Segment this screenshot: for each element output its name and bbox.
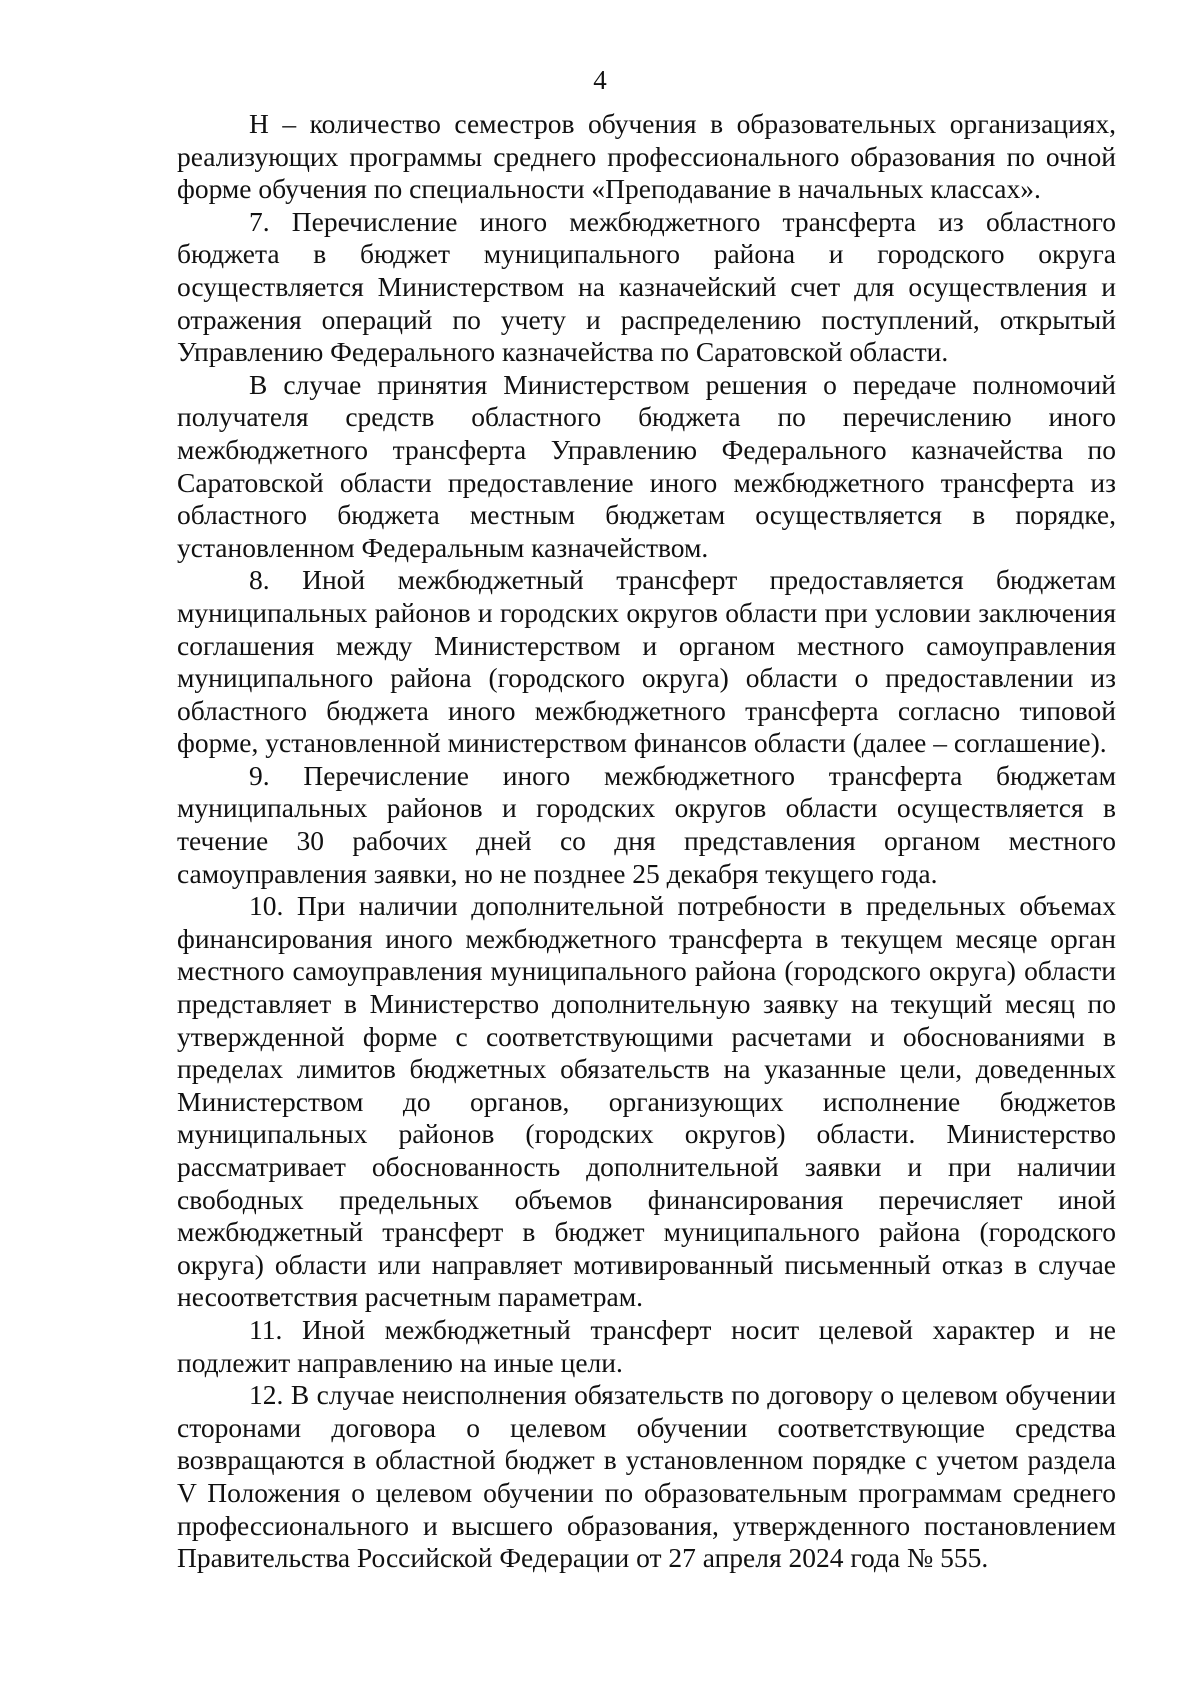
paragraph-n-definition: Н – количество семестров обучения в образовательных организациях, реализующих программы среднего профессионального образования по очной форме обучения по специальности «Преподавание в начальных классах». — [177, 108, 1116, 205]
paragraph-9: 9. Перечисление иного межбюджетного трансферта бюджетам муниципальных районов и городских округов области осуществляется в течение 30 рабочих дней со дня представления органом местного самоуправления заявки, но не позднее 25 декабря текущего года. — [177, 759, 1116, 889]
paragraph-8: 8. Иной межбюджетный трансферт предоставляется бюджетам муниципальных районов и городских округов области при условии заключения соглашения между Министерством и органом местного самоуправления муниципального района (городского округа) области о предоставлении из областного бюджета иного межбюджетного трансферта согласно типовой форме, установленной министерством финансов области (далее – соглашение). — [177, 564, 1116, 759]
paragraph-7: 7. Перечисление иного межбюджетного трансферта из областного бюджета в бюджет муниципального района и городского округа осуществляется Министерством на казначейский счет для осуществления и отражения операций по учету и распределению поступлений, открытый Управлению Федерального казначейства по Саратовской области. — [177, 205, 1116, 368]
paragraph-11: 11. Иной межбюджетный трансферт носит целевой характер и не подлежит направлению на иные цели. — [177, 1313, 1116, 1378]
paragraph-7-continuation: В случае принятия Министерством решения о передаче полномочий получателя средств областного бюджета по перечислению иного межбюджетного трансферта Управлению Федерального казначейства по Саратовской области предоставление иного межбюджетного трансферта из областного бюджета местным бюджетам осуществляется в порядке, установленном Федеральным казначейством. — [177, 368, 1116, 563]
document-body — [177, 108, 1116, 1575]
page-number: 4 — [593, 65, 607, 95]
paragraph-10: 10. При наличии дополнительной потребности в предельных объемах финансирования иного межбюджетного трансферта в текущем месяце орган местного самоуправления муниципального района (городского округа) области представляет в Министерство дополнительную заявку на текущий месяц по утвержденной форме с соответствующими расчетами и обоснованиями в пределах лимитов бюджетных обязательств на указанные цели, доведенных Министерством до органов, организующих исполнение бюджетов муниципальных районов (городских округов) области. Министерство рассматривает обоснованность дополнительной заявки и при наличии свободных предельных объемов финансирования перечисляет иной межбюджетный трансферт в бюджет муниципального района (городского округа) области или направляет мотивированный письменный отказ в случае несоответствия расчетным параметрам. — [177, 890, 1116, 1313]
paragraph-12: 12. В случае неисполнения обязательств по договору о целевом обучении сторонами договора о целевом обучении соответствующие средства возвращаются в областной бюджет в установленном порядке с учетом раздела V Положения о целевом обучении по образовательным программам среднего профессионального и высшего образования, утвержденного постановлением Правительства Российской Федерации от 27 апреля 2024 года № 555. — [177, 1379, 1116, 1574]
